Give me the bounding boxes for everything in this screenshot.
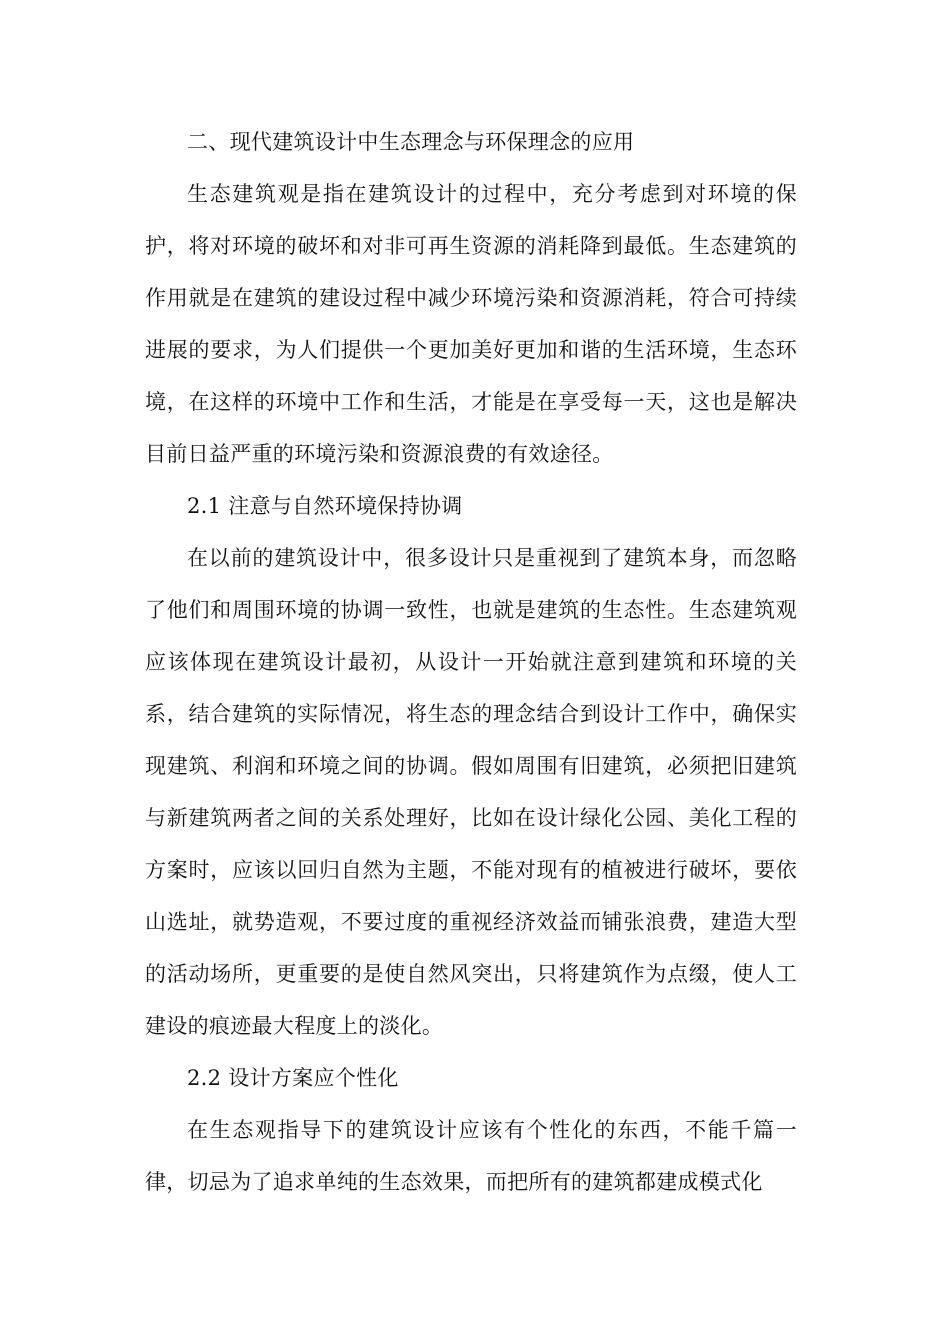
subsection-2-paragraph: 在生态观指导下的建筑设计应该有个性化的东西，不能千篇一律，切忌为了追求单纯的生态效果，而把所有的建筑都建成模式化 bbox=[145, 1118, 797, 1194]
subsection-1-paragraph: 在以前的建筑设计中，很多设计只是重视到了建筑本身，而忽略了他们和周围环境的协调一致性，也就是建筑的生态性。生态建筑观应该体现在建筑设计最初，从设计一开始就注意到建筑和环境的关系，结合建筑的实际情况，将生态的理念结合到设计工作中，确保实现建筑、利润和环境之间的协调。假如周围有旧建筑，必须把旧建筑与新建筑两者之间的关系处理好，比如在设计绿化公园、美化工程的方案时，应该以回归自然为主题，不能对现有的植被进行破坏，要依山选址，就势造观，不要过度的重视经济效益而铺张浪费，建造大型的活动场所，更重要的是使自然风突出，只将建筑作为点缀，使人工建设的痕迹最大程度上的淡化。 bbox=[145, 546, 797, 1038]
document-body bbox=[145, 116, 797, 1208]
subsection-2-title: 2.2 设计方案应个性化 bbox=[187, 1066, 399, 1090]
intro-paragraph: 生态建筑观是指在建筑设计的过程中，充分考虑到对环境的保护，将对环境的破坏和对非可再生资源的消耗降到最低。生态建筑的作用就是在建筑的建设过程中减少环境污染和资源消耗，符合可持续进展的要求，为人们提供一个更加美好更加和谐的生活环境，生态环境，在这样的环境中工作和生活，才能是在享受每一天，这也是解决目前日益严重的环境污染和资源浪费的有效途径。 bbox=[145, 182, 797, 466]
subsection-1-title: 2.1 注意与自然环境保持协调 bbox=[187, 494, 463, 518]
section-title: 二、现代建筑设计中生态理念与环保理念的应用 bbox=[187, 130, 635, 154]
